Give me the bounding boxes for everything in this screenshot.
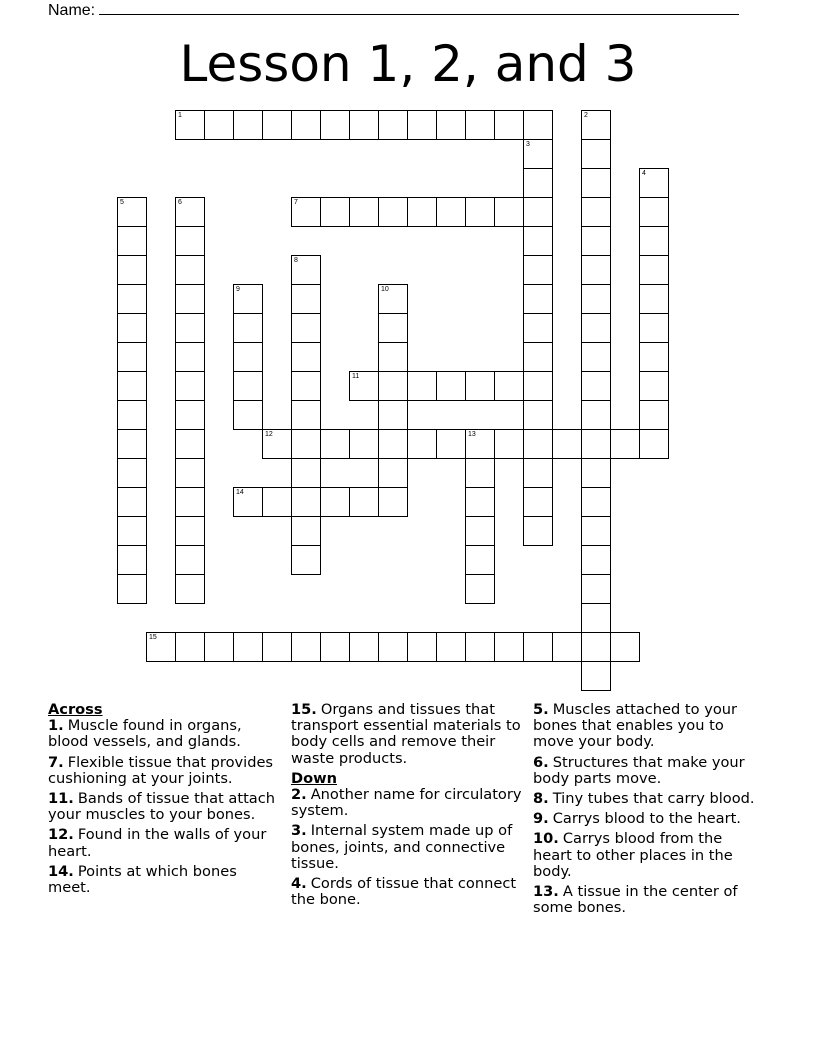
grid-cell[interactable]: [117, 458, 147, 488]
grid-cell[interactable]: [291, 110, 321, 140]
grid-cell[interactable]: [523, 632, 553, 662]
clue-number: 9: [236, 286, 240, 293]
grid-cell[interactable]: [639, 168, 669, 198]
grid-cell[interactable]: [291, 284, 321, 314]
clue-item: [48, 791, 280, 823]
clue-item-number: 12.: [48, 826, 74, 844]
grid-cell[interactable]: [465, 371, 495, 401]
clue-number: 15: [149, 634, 157, 641]
grid-cell[interactable]: [465, 545, 495, 575]
grid-cell[interactable]: [233, 487, 263, 517]
grid-cell[interactable]: [465, 110, 495, 140]
clue-item: [533, 884, 765, 916]
grid-cell[interactable]: [523, 516, 553, 546]
clue-item-number: 6.: [533, 753, 549, 771]
grid-cell[interactable]: [378, 313, 408, 343]
grid-cell[interactable]: [117, 313, 147, 343]
grid-cell[interactable]: [175, 574, 205, 604]
grid-cell[interactable]: [523, 371, 553, 401]
grid-cell[interactable]: [639, 226, 669, 256]
grid-cell[interactable]: [378, 342, 408, 372]
grid-cell[interactable]: [581, 661, 611, 691]
grid-cell[interactable]: [175, 197, 205, 227]
clue-item-text: Another name for circulatory system.: [291, 786, 522, 820]
grid-cell[interactable]: [581, 226, 611, 256]
clue-item-number: 4.: [291, 875, 307, 893]
grid-cell[interactable]: [233, 313, 263, 343]
grid-cell[interactable]: [320, 487, 350, 517]
grid-cell[interactable]: [175, 110, 205, 140]
grid-cell[interactable]: [523, 168, 553, 198]
clue-item: [533, 831, 765, 880]
grid-cell[interactable]: [465, 574, 495, 604]
clue-item-number: 8.: [533, 790, 549, 808]
clue-item-text: Carrys blood from the heart to other places in the body.: [533, 830, 733, 880]
clue-item: [48, 718, 280, 750]
grid-cell[interactable]: [175, 632, 205, 662]
grid-cell[interactable]: [117, 429, 147, 459]
grid-cell[interactable]: [378, 371, 408, 401]
grid-cell[interactable]: [349, 371, 379, 401]
clue-item: [533, 791, 765, 807]
grid-cell[interactable]: [494, 632, 524, 662]
grid-cell[interactable]: [523, 255, 553, 285]
clue-item-number: 13.: [533, 883, 559, 901]
clue-number: 10: [381, 286, 389, 293]
grid-cell[interactable]: [291, 342, 321, 372]
grid-cell[interactable]: [291, 255, 321, 285]
grid-cell[interactable]: [262, 110, 292, 140]
grid-cell[interactable]: [523, 342, 553, 372]
grid-cell[interactable]: [581, 139, 611, 169]
name-underline[interactable]: [99, 0, 739, 15]
grid-cell[interactable]: [494, 197, 524, 227]
grid-cell[interactable]: [523, 400, 553, 430]
grid-cell[interactable]: [349, 632, 379, 662]
clue-item-number: 7.: [48, 753, 64, 771]
clue-item-text: Internal system made up of bones, joints, and connective tissue.: [291, 822, 513, 872]
clue-number: 4: [642, 170, 646, 177]
grid-cell[interactable]: [175, 226, 205, 256]
clues-column-2: [291, 702, 523, 912]
grid-cell[interactable]: [465, 516, 495, 546]
clue-number: 13: [468, 431, 476, 438]
grid-cell[interactable]: [581, 603, 611, 633]
grid-cell[interactable]: [581, 313, 611, 343]
clue-item: [291, 876, 523, 908]
grid-cell[interactable]: [117, 226, 147, 256]
clue-item-number: 15.: [291, 701, 317, 718]
clue-item-text: Bands of tissue that attach your muscles to your bones.: [48, 790, 276, 824]
grid-cell[interactable]: [581, 574, 611, 604]
grid-cell[interactable]: [378, 632, 408, 662]
grid-cell[interactable]: [581, 429, 611, 459]
grid-cell[interactable]: [552, 632, 582, 662]
grid-cell[interactable]: [378, 487, 408, 517]
grid-cell[interactable]: [639, 400, 669, 430]
grid-cell[interactable]: [233, 371, 263, 401]
clue-number: 6: [178, 199, 182, 206]
clue-item-number: 10.: [533, 830, 559, 848]
grid-cell[interactable]: [175, 371, 205, 401]
grid-cell[interactable]: [175, 255, 205, 285]
grid-cell[interactable]: [349, 429, 379, 459]
grid-cell[interactable]: [175, 342, 205, 372]
clue-item-text: Organs and tissues that transport essential materials to body cells and remove their waste products.: [291, 701, 521, 767]
grid-cell[interactable]: [378, 197, 408, 227]
grid-cell[interactable]: [581, 516, 611, 546]
clue-item-text: Structures that make your body parts move.: [533, 753, 745, 787]
grid-cell[interactable]: [291, 632, 321, 662]
grid-cell[interactable]: [407, 371, 437, 401]
across-heading: Across: [48, 701, 103, 718]
clue-item: [533, 702, 765, 751]
clues-column-3: [533, 702, 765, 920]
grid-cell[interactable]: [465, 429, 495, 459]
grid-cell[interactable]: [378, 400, 408, 430]
grid-cell[interactable]: [465, 197, 495, 227]
grid-cell[interactable]: [581, 487, 611, 517]
grid-cell[interactable]: [291, 429, 321, 459]
grid-cell[interactable]: [436, 197, 466, 227]
grid-cell[interactable]: [639, 255, 669, 285]
grid-cell[interactable]: [117, 371, 147, 401]
grid-cell[interactable]: [581, 371, 611, 401]
grid-cell[interactable]: [117, 545, 147, 575]
grid-cell[interactable]: [407, 632, 437, 662]
grid-cell[interactable]: [581, 632, 611, 662]
clue-item: [291, 702, 523, 767]
grid-cell[interactable]: [523, 458, 553, 488]
grid-cell[interactable]: [291, 487, 321, 517]
name-label: Name:: [48, 2, 96, 19]
grid-cell[interactable]: [436, 429, 466, 459]
clue-number: 1: [178, 112, 182, 119]
clue-number: 5: [120, 199, 124, 206]
grid-cell[interactable]: [291, 545, 321, 575]
clue-item: [48, 827, 280, 859]
grid-cell[interactable]: [349, 197, 379, 227]
grid-cell[interactable]: [581, 284, 611, 314]
clue-number: 2: [584, 112, 588, 119]
grid-cell[interactable]: [610, 429, 640, 459]
clue-item-text: Tiny tubes that carry blood.: [552, 790, 755, 808]
clue-number: 7: [294, 199, 298, 206]
grid-cell[interactable]: [407, 197, 437, 227]
clue-number: 12: [265, 431, 273, 438]
grid-cell[interactable]: [378, 458, 408, 488]
clue-item-number: 14.: [48, 862, 74, 880]
grid-cell[interactable]: [175, 516, 205, 546]
grid-cell[interactable]: [581, 197, 611, 227]
grid-cell[interactable]: [523, 110, 553, 140]
grid-cell[interactable]: [349, 487, 379, 517]
grid-cell[interactable]: [523, 197, 553, 227]
clue-item-number: 5.: [533, 701, 549, 718]
grid-cell[interactable]: [175, 458, 205, 488]
grid-cell[interactable]: [581, 400, 611, 430]
grid-cell[interactable]: [262, 632, 292, 662]
grid-cell[interactable]: [639, 197, 669, 227]
grid-cell[interactable]: [117, 342, 147, 372]
grid-cell[interactable]: [378, 429, 408, 459]
grid-cell[interactable]: [233, 110, 263, 140]
clue-item: [48, 755, 280, 787]
grid-cell[interactable]: [117, 197, 147, 227]
grid-cell[interactable]: [175, 545, 205, 575]
clue-number: 8: [294, 257, 298, 264]
grid-cell[interactable]: [117, 574, 147, 604]
clue-item-text: A tissue in the center of some bones.: [533, 883, 738, 917]
clue-item: [291, 823, 523, 872]
grid-cell[interactable]: [262, 429, 292, 459]
grid-cell[interactable]: [175, 429, 205, 459]
grid-cell[interactable]: [494, 371, 524, 401]
grid-cell[interactable]: [465, 458, 495, 488]
grid-cell[interactable]: [175, 487, 205, 517]
name-field[interactable]: [48, 0, 739, 20]
clue-item: [533, 755, 765, 787]
grid-cell[interactable]: [320, 197, 350, 227]
clue-item-text: Muscle found in organs, blood vessels, and glands.: [48, 717, 242, 751]
grid-cell[interactable]: [291, 400, 321, 430]
grid-cell[interactable]: [175, 400, 205, 430]
grid-cell[interactable]: [349, 110, 379, 140]
grid-cell[interactable]: [233, 400, 263, 430]
clue-item-number: 9.: [533, 810, 549, 828]
grid-cell[interactable]: [465, 632, 495, 662]
grid-cell[interactable]: [262, 487, 292, 517]
clue-item: [48, 864, 280, 896]
grid-cell[interactable]: [320, 110, 350, 140]
clue-item: [291, 787, 523, 819]
clues-column-1: [48, 702, 280, 900]
grid-cell[interactable]: [523, 226, 553, 256]
grid-cell[interactable]: [204, 110, 234, 140]
grid-cell[interactable]: [494, 110, 524, 140]
grid-cell[interactable]: [407, 429, 437, 459]
clue-item-number: 11.: [48, 790, 74, 808]
grid-cell[interactable]: [523, 487, 553, 517]
grid-cell[interactable]: [552, 429, 582, 459]
grid-cell[interactable]: [610, 632, 640, 662]
clue-item-text: Found in the walls of your heart.: [48, 826, 267, 860]
grid-cell[interactable]: [407, 110, 437, 140]
clue-item-text: Muscles attached to your bones that enables you to move your body.: [533, 701, 738, 751]
grid-cell[interactable]: [117, 487, 147, 517]
grid-cell[interactable]: [117, 284, 147, 314]
grid-cell[interactable]: [581, 168, 611, 198]
grid-cell[interactable]: [639, 371, 669, 401]
clue-item-number: 3.: [291, 822, 307, 840]
grid-cell[interactable]: [581, 110, 611, 140]
grid-cell[interactable]: [233, 284, 263, 314]
grid-cell[interactable]: [291, 458, 321, 488]
grid-cell[interactable]: [465, 487, 495, 517]
grid-cell[interactable]: [581, 545, 611, 575]
clue-number: 11: [352, 373, 360, 380]
clue-item-text: Cords of tissue that connect the bone.: [291, 875, 517, 909]
clue-item: [533, 811, 765, 827]
grid-cell[interactable]: [378, 284, 408, 314]
grid-cell[interactable]: [523, 313, 553, 343]
grid-cell[interactable]: [204, 632, 234, 662]
clue-number: 14: [236, 489, 244, 496]
clue-number: 3: [526, 141, 530, 148]
grid-cell[interactable]: [523, 284, 553, 314]
grid-cell[interactable]: [291, 313, 321, 343]
grid-cell[interactable]: [436, 632, 466, 662]
clue-item-number: 1.: [48, 717, 64, 735]
grid-cell[interactable]: [117, 255, 147, 285]
grid-cell[interactable]: [291, 371, 321, 401]
grid-cell[interactable]: [291, 516, 321, 546]
grid-cell[interactable]: [639, 284, 669, 314]
grid-cell[interactable]: [581, 255, 611, 285]
grid-cell[interactable]: [117, 400, 147, 430]
clue-item-text: Carrys blood to the heart.: [552, 810, 741, 828]
grid-cell[interactable]: [639, 429, 669, 459]
grid-cell[interactable]: [639, 313, 669, 343]
down-heading: Down: [291, 769, 338, 787]
grid-cell[interactable]: [175, 313, 205, 343]
grid-cell[interactable]: [146, 632, 176, 662]
grid-cell[interactable]: [581, 342, 611, 372]
page-title: Lesson 1, 2, and 3: [179, 35, 637, 93]
grid-cell[interactable]: [117, 516, 147, 546]
grid-cell[interactable]: [436, 371, 466, 401]
grid-cell[interactable]: [639, 342, 669, 372]
grid-cell[interactable]: [233, 342, 263, 372]
grid-cell[interactable]: [320, 632, 350, 662]
grid-cell[interactable]: [581, 458, 611, 488]
grid-cell[interactable]: [320, 429, 350, 459]
grid-cell[interactable]: [233, 632, 263, 662]
clue-item-number: 2.: [291, 786, 307, 804]
clue-item-text: Flexible tissue that provides cushioning at your joints.: [48, 753, 274, 787]
grid-cell[interactable]: [378, 110, 408, 140]
grid-cell[interactable]: [436, 110, 466, 140]
grid-cell[interactable]: [523, 429, 553, 459]
grid-cell[interactable]: [291, 197, 321, 227]
grid-cell[interactable]: [494, 429, 524, 459]
grid-cell[interactable]: [523, 139, 553, 169]
clue-item-text: Points at which bones meet.: [48, 862, 237, 897]
grid-cell[interactable]: [175, 284, 205, 314]
